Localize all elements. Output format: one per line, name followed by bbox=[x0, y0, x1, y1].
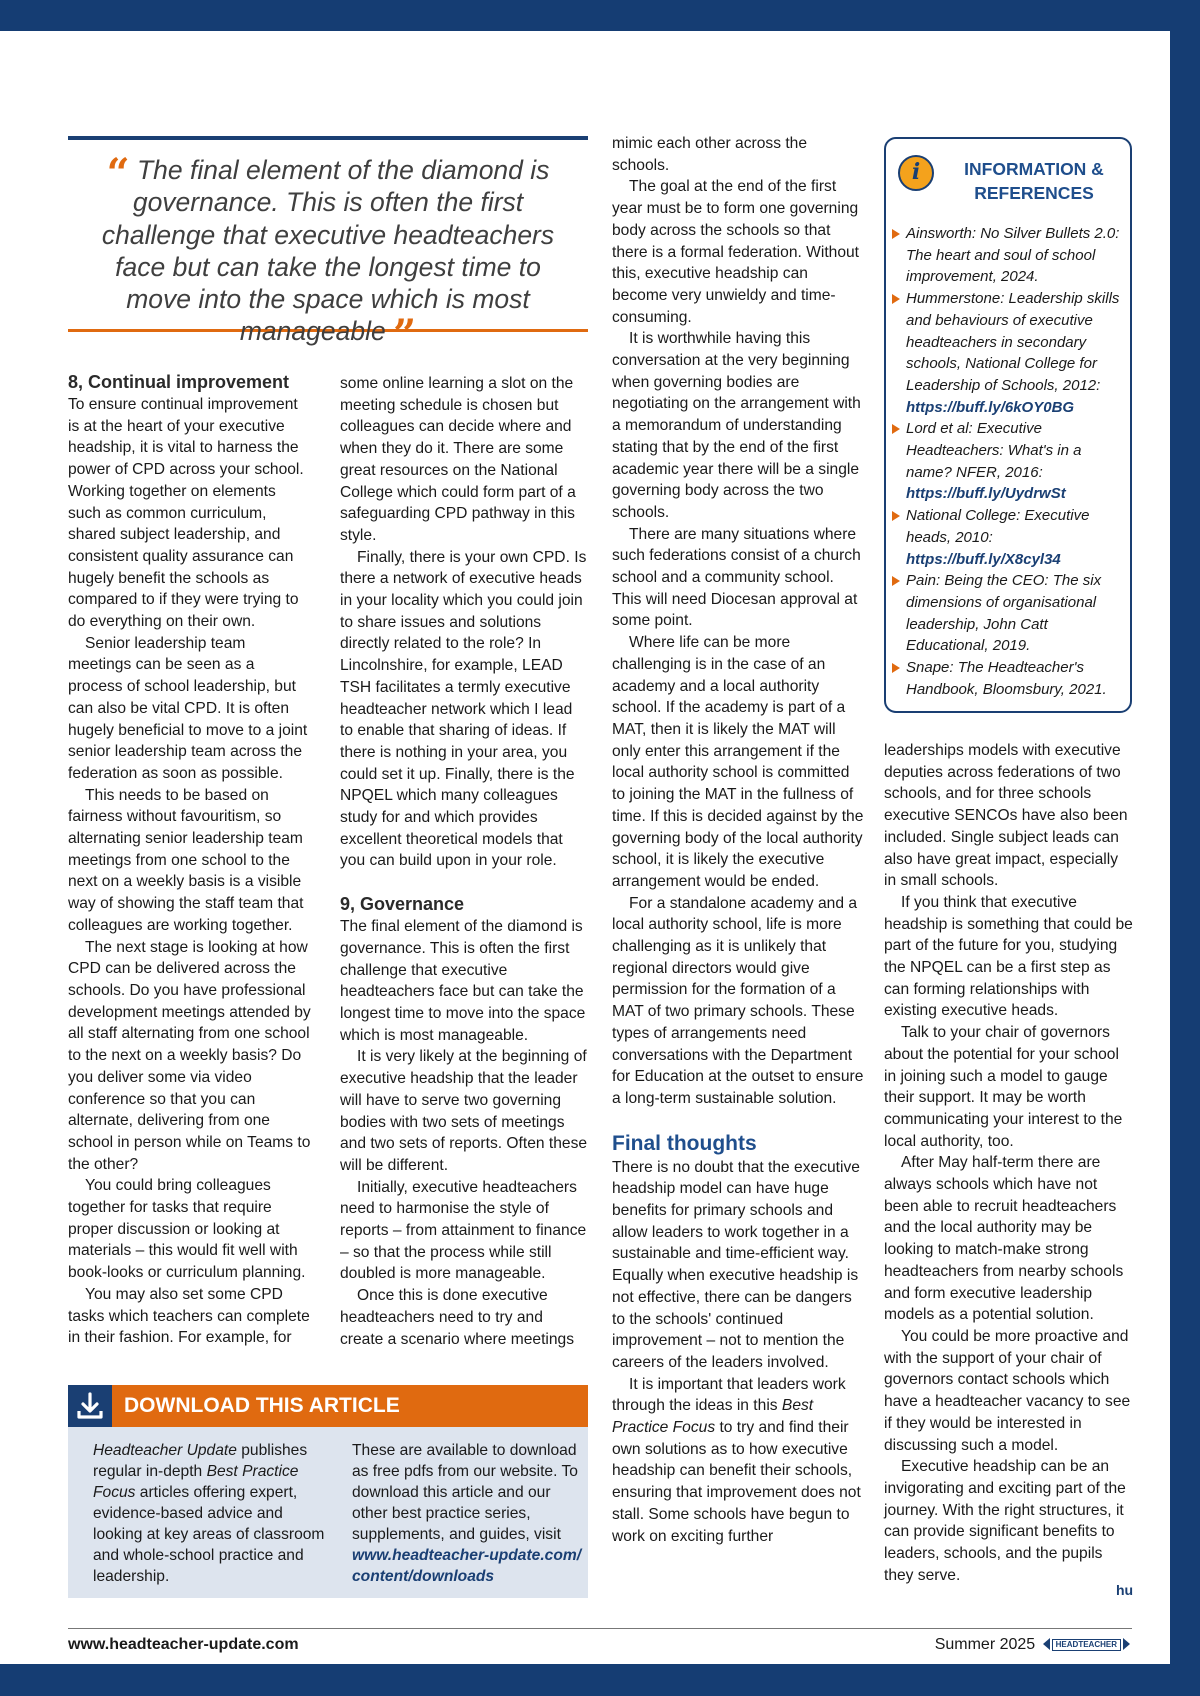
section-heading-continual-improvement: 8, Continual improvement bbox=[68, 372, 290, 392]
download-link[interactable]: www.headteacher-update.com/ content/downloads bbox=[352, 1547, 582, 1585]
reference-link[interactable]: https://buff.ly/UydrwSt bbox=[906, 485, 1066, 503]
paragraph: The final element of the diamond is governance. This is often the first challenge that executive headteachers face but can take the longest time to move into the space which is most manageable. bbox=[340, 918, 586, 1044]
section-heading-final-thoughts: Final thoughts bbox=[612, 1131, 757, 1155]
paragraph: You may also set some CPD tasks which teachers can complete in their fashion. For example, for bbox=[68, 1285, 310, 1347]
paragraph: Initially, executive headteachers need to harmonise the style of reports – from attainment to finance – so that the process while still doubled is more manageable. bbox=[340, 1178, 587, 1283]
footer-divider bbox=[68, 1628, 1132, 1629]
reference-item: Ainsworth: No Silver Bullets 2.0: The heart and soul of school improvement, 2024. bbox=[892, 223, 1128, 288]
paragraph: mimic each other across the schools. bbox=[612, 135, 807, 174]
reference-item: Pain: Being the CEO: The six dimensions of organisational leadership, John Catt Educational, 2019. bbox=[892, 570, 1128, 657]
column-2 bbox=[340, 373, 588, 1350]
next-page-icon[interactable] bbox=[1123, 1638, 1130, 1650]
quote-open-icon: “ bbox=[106, 150, 130, 197]
download-description: Headteacher Update publishes regular in-depth Best Practice Focus articles offering expert, evidence-based advice and looking at key areas of classroom and whole-school practice and leadership. bbox=[93, 1442, 325, 1585]
information-references-box bbox=[884, 137, 1132, 713]
paragraph: This needs to be based on fairness without favouritism, so alternating senior leadership team meetings from one school to the next on a weekly basis is a visible way of showing the staff team that colleagues are working together. bbox=[68, 786, 304, 934]
bullet-arrow-icon bbox=[892, 424, 900, 434]
column-3 bbox=[612, 133, 864, 1547]
headteacher-logo: HEADTEACHER bbox=[1052, 1639, 1121, 1651]
reference-link[interactable]: https://buff.ly/6kOY0BG bbox=[906, 398, 1075, 416]
paragraph: After May half-term there are always schools which have not been able to recruit headteachers and the local authority may be looking to match-make strong headteachers from nearby schools and form executive leadership models as a potential solution. bbox=[884, 1154, 1124, 1324]
pull-quote bbox=[68, 136, 588, 359]
paragraph: It is worthwhile having this conversation at the very beginning when governing bodies are negotiating on the arrangement with a memorandum of understanding stating that by the end of the first academic year there will be a single governing body across the two schools. bbox=[612, 330, 861, 521]
bullet-arrow-icon bbox=[892, 511, 900, 521]
download-icon bbox=[68, 1385, 112, 1427]
quote-close-icon: ” bbox=[393, 311, 417, 359]
reference-item: National College: Executive heads, 2010: https://buff.ly/X8cyl34 bbox=[892, 505, 1128, 570]
paragraph: There is no doubt that the executive headship model can have huge benefits for primary schools and allow leaders to work together in a sustainable and time-efficient way. Equally when executive headship is not effective, there can be dangers to the schools' continued improvement – not to mention the careers of the leaders involved. bbox=[612, 1158, 860, 1371]
bullet-arrow-icon bbox=[892, 294, 900, 304]
column-1 bbox=[68, 370, 312, 1349]
paragraph: Once this is done executive headteachers need to try and create a scenario where meetings bbox=[340, 1287, 575, 1348]
download-header bbox=[68, 1385, 588, 1427]
paragraph: For a standalone academy and a local authority school, life is more challenging as it is unlikely that regional directors would give permission for the formation of a MAT of two primary schools. These types of arrangements need conversations with the Department for Education at the outset to ensure a long-term sustainable solution. bbox=[612, 894, 864, 1107]
reference-list bbox=[892, 223, 1128, 700]
paragraph: some online learning a slot on the meeting schedule is chosen but colleagues can decide where and when they do it. There are some great resources on the National College which could form part of a safeguarding CPD pathway in this style. bbox=[340, 375, 576, 544]
column-4 bbox=[884, 740, 1134, 1586]
paragraph: It is important that leaders work through the ideas in this Best Practice Focus to try and find their own solutions as to how executive headship can benefit their schools, ensuring that improvement does not stall. Some schools have begun to work on exciting further bbox=[612, 1375, 861, 1545]
paragraph: The goal at the end of the first year must be to form one governing body across the schools so that there is a formal federation. Without this, executive headship can become very unwieldy and time-consuming. bbox=[612, 178, 860, 326]
paragraph: You could bring colleagues together for tasks that require proper discussion or looking at materials – this would fit well with book-looks or curriculum planning. bbox=[68, 1177, 306, 1282]
paragraph: If you think that executive headship is something that could be part of the future for you, studying the NPQEL can be a first step as can forming relationships with existing executive heads. bbox=[884, 893, 1133, 1020]
prev-page-icon[interactable] bbox=[1043, 1638, 1050, 1650]
bullet-arrow-icon bbox=[892, 663, 900, 673]
hu-end-mark: hu bbox=[1116, 1582, 1134, 1598]
paragraph: The next stage is looking at how CPD can be delivered across the schools. Do you have professional development meetings attended by all staff alternating from one school to the next on a weekly basis? Do you deliver some via video conference so that you can alternate, delivering from one school in person while on Teams to the other? bbox=[68, 938, 311, 1173]
paragraph: It is very likely at the beginning of executive headship that the leader will have to serve two governing bodies with two sets of meetings and two sets of reports. Often these will be different. bbox=[340, 1048, 588, 1174]
pull-quote-text: The final element of the diamond is governance. This is often the first challenge that executive headteachers face but can take the longest time to move into the space which is most manageable bbox=[101, 155, 555, 347]
download-instructions: These are available to download as free pdfs from our website. To download this article and our other best practice series, supplements, and guides, visit www.headteacher-update.com/ content/downloads bbox=[352, 1442, 582, 1585]
paragraph: leaderships models with executive deputies across federations of two schools, and for three schools executive SENCOs have also been included. Single subject leads can also have great impact, especially in small schools. bbox=[884, 742, 1128, 890]
download-title: DOWNLOAD THIS ARTICLE bbox=[124, 1394, 400, 1417]
bullet-arrow-icon bbox=[892, 229, 900, 239]
paragraph: Finally, there is your own CPD. Is there a network of executive heads in your locality which you could join to share issues and solutions directly related to the role? In Lincolnshire, for example, LEAD TSH facilitates a termly executive headteacher network which I lead to enable that sharing of ideas. If there is nothing in your area, you could set it up. Finally, there is the NPQEL which many colleagues study for and which provides excellent theoretical models that you can build upon in your role. bbox=[340, 548, 587, 870]
issue-label: Summer 2025 bbox=[934, 1636, 1036, 1653]
reference-item: Lord et al: Executive Headteachers: What's in a name? NFER, 2016: https://buff.ly/UydrwSt bbox=[892, 418, 1128, 505]
right-border bbox=[1170, 0, 1200, 1696]
reference-link[interactable]: https://buff.ly/X8cyl34 bbox=[906, 550, 1061, 568]
paragraph: Where life can be more challenging is in the case of an academy and a local authority school. If the academy is part of a MAT, then it is likely the MAT will only enter this arrangement if the local authority school is committed to joining the MAT in the fullness of time. If this is decided against by the governing body of the local authority school, it is likely the executive arrangement would be ended. bbox=[612, 634, 864, 890]
info-icon: i bbox=[898, 155, 934, 191]
footer-issue bbox=[935, 1634, 1130, 1656]
paragraph: There are many situations where such federations consist of a church school and a community school. This will need Diocesan approval at some point. bbox=[612, 525, 861, 630]
paragraph: Senior leadership team meetings can be seen as a process of school leadership, but can also be vital CPD. It is often hugely beneficial to move to a joint senior leadership team across the federation as soon as possible. bbox=[68, 634, 308, 782]
paragraph: To ensure continual improvement is at the heart of your executive headship, it is vital to harness the power of CPD across your school. Working together on elements such as common curriculum, shared subject leadership, and consistent quality assurance can hugely benefit the schools as compared to if they were trying to do everything on their own. bbox=[68, 396, 304, 631]
info-title: INFORMATION & REFERENCES bbox=[964, 159, 1104, 203]
download-article-box bbox=[68, 1385, 588, 1598]
bullet-arrow-icon bbox=[892, 576, 900, 586]
reference-item: Hummerstone: Leadership skills and behaviours of executive headteachers in secondary schools, National College for Leadership of Schools, 2012: https://buff.ly/6kOY0BG bbox=[892, 288, 1128, 418]
footer-url[interactable]: www.headteacher-update.com bbox=[68, 1636, 299, 1653]
paragraph: Talk to your chair of governors about the potential for your school in joining such a model to gauge their support. It may be worth communicating your interest to the local authority, too. bbox=[884, 1024, 1123, 1150]
paragraph: You could be more proactive and with the support of your chair of governors contact schools which have a headteacher vacancy to see if they would be interested in discussing such a model. bbox=[884, 1327, 1131, 1454]
section-heading-governance: 9, Governance bbox=[340, 894, 465, 915]
bottom-border bbox=[0, 1664, 1200, 1696]
reference-item: Snape: The Headteacher's Handbook, Bloomsbury, 2021. bbox=[892, 657, 1128, 700]
top-border bbox=[0, 0, 1200, 31]
paragraph: Executive headship can be an invigorating and exciting part of the journey. With the right structures, it can provide significant benefits to leaders, schools, and the pupils they serve. bbox=[884, 1458, 1126, 1584]
